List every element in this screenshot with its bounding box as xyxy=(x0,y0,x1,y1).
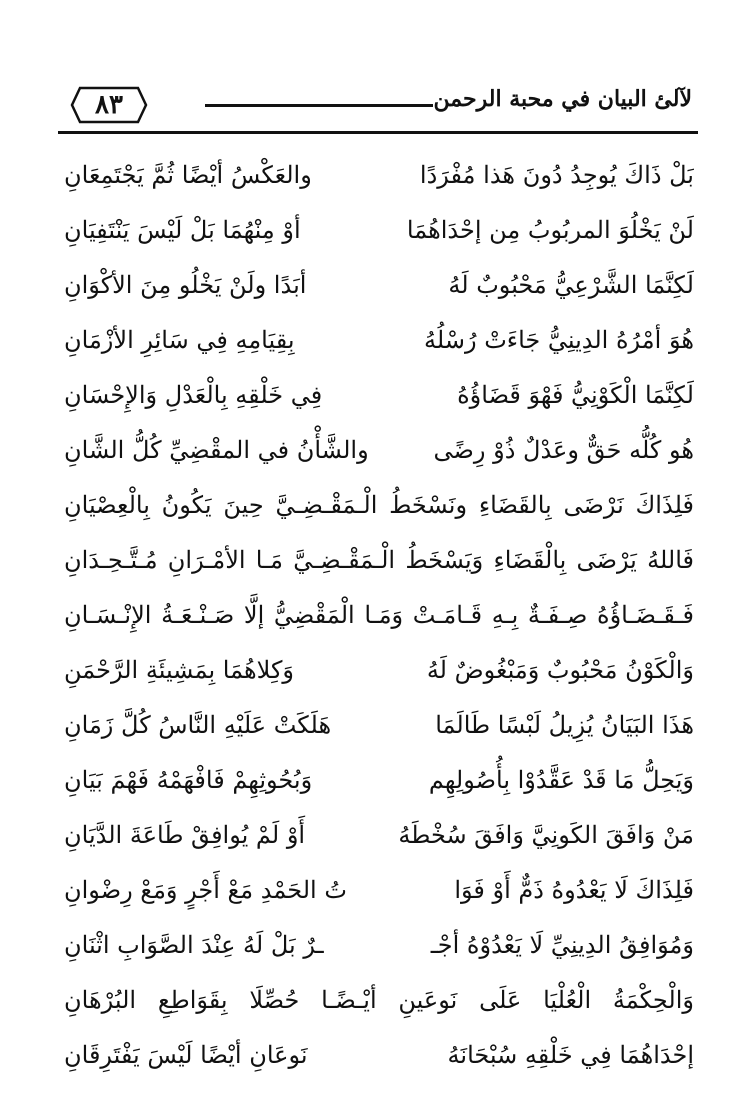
verse-second-hemistich: والشَّأْنُ في المقْضِيِّ كُلُّ الشَّانِ xyxy=(64,436,369,464)
verse-first-hemistich: لَكِنَّمَا الْكَوْنِيُّ فَهْوَ قَضَاؤُهُ xyxy=(457,381,694,409)
header-bottom-rule xyxy=(58,131,698,134)
verse-first-hemistich: لَكِنَّمَا الشَّرْعِيُّ مَحْبُوبٌ لَهُ xyxy=(448,271,694,299)
verse xyxy=(64,1030,694,1080)
verse xyxy=(64,700,694,750)
verse-second-hemistich: ـرٌ بَلْ لَهُ عِنْدَ الصَّوَابِ اثْنَانِ xyxy=(64,931,324,959)
verse xyxy=(64,315,694,365)
verse xyxy=(64,370,694,420)
verse-second-hemistich: والعَكْسُ أيْضًا ثُمَّ يَجْتَمِعَانِ xyxy=(64,161,312,189)
verse-first-hemistich: بَلْ ذَاكَ يُوجِدُ دُونَ هَذا مُفْرَدًا xyxy=(419,161,694,189)
verse-second-hemistich: فِي خَلْقِهِ بِالْعَدْلِ وَالإِحْسَانِ xyxy=(64,381,323,409)
page-header xyxy=(0,68,751,138)
verse-second-hemistich: أَوْ لَمْ يُوافِقْ طَاعَةَ الدَّيَانِ xyxy=(64,821,306,849)
verse xyxy=(64,975,694,1025)
verse-first-hemistich: لَنْ يَخْلُوَ المربُوبُ مِن إحْدَاهُمَا xyxy=(406,216,694,244)
verse-first-hemistich: مَنْ وَافَقَ الكَونِيَّ وَافَقَ سُخْطَهُ xyxy=(398,821,694,849)
verse xyxy=(64,645,694,695)
verse xyxy=(64,535,694,585)
verse-full-line: وَالْحِكْمَةُ الْعُلْيَا عَلَى نَوعَينِ أيْـضًـا حُصِّلَا بِقَوَاطِعِ البُرْهَانِ xyxy=(64,986,694,1014)
verse xyxy=(64,260,694,310)
verse-first-hemistich: هُو كُلُّه حَقٌّ وعَدْلٌ ذُوْ رِضًى xyxy=(433,436,694,464)
verse-second-hemistich: بِقِيَامِهِ فِي سَائِرِ الأزْمَانِ xyxy=(64,326,295,354)
verse-first-hemistich: هَذَا البَيَانُ يُزِيلُ لَبْسًا طَالَمَا xyxy=(435,711,694,739)
verse-first-hemistich: إحْدَاهُمَا فِي خَلْقِهِ سُبْحَانَهُ xyxy=(447,1041,694,1069)
verse xyxy=(64,810,694,860)
verse-second-hemistich: نَوعَانِ أيْضًا لَيْسَ يَفْتَرِقَانِ xyxy=(64,1041,308,1069)
verse xyxy=(64,425,694,475)
verse-second-hemistich: وَكِلاهُمَا بِمَشِيئَةِ الرَّحْمَنِ xyxy=(64,656,294,684)
verse-second-hemistich: أبَدًا ولَنْ يَخْلُو مِنَ الأكْوَانِ xyxy=(64,271,307,299)
verse xyxy=(64,865,694,915)
verse-second-hemistich: هَلَكَتْ عَلَيْهِ النَّاسُ كُلَّ زَمَانِ xyxy=(64,711,332,739)
running-title: لآلئ البيان في محبة الرحمن xyxy=(433,86,692,112)
verse-second-hemistich: تُ الحَمْدِ مَعْ أَجْرٍ وَمَعْ رِضْوانِ xyxy=(64,876,347,904)
verse-first-hemistich: وَالْكَوْنُ مَحْبُوبٌ وَمَبْغُوضٌ لَهُ xyxy=(426,656,694,684)
verse-first-hemistich: فَلِذَاكَ لَا يَعْدُوهُ ذَمٌّ أَوْ فَوَا xyxy=(454,876,694,904)
verse-second-hemistich: أوْ مِنْهُمَا بَلْ لَيْسَ يَنْتَفِيَانِ xyxy=(64,216,301,244)
verse xyxy=(64,205,694,255)
verse-full-line: فَاللهُ يَرْضَى بِالْقَضَاءِ وَيَسْخَطُ الْـمَقْـضِـيَّ مَـا الأمْـرَانِ مُـتَّـحِـدَانِ xyxy=(64,546,694,574)
header-divider xyxy=(205,104,433,107)
verse xyxy=(64,150,694,200)
page-number-frame xyxy=(70,86,148,124)
verse-first-hemistich: هُوَ أمْرُهُ الدِينِيُّ جَاءَتْ رُسْلُهُ xyxy=(424,326,694,354)
verse xyxy=(64,480,694,530)
verse xyxy=(64,755,694,805)
verse-second-hemistich: وَبُحُوثِهِمْ فَافْهَمْهُ فَهْمَ بَيَانِ xyxy=(64,766,313,794)
verse xyxy=(64,920,694,970)
verse-full-line: فَلِذَاكَ نَرْضَى بِالقَضَاءِ ونَسْخَطُ الْـمَقْـضِـيَّ حِينَ يَكُونُ بِالْعِصْيَانِ xyxy=(64,491,694,519)
page-number: ٨٣ xyxy=(95,90,123,120)
verse-first-hemistich: وَمُوَافِقُ الدِينِيِّ لَا يَعْدُوْهُ أجْـ xyxy=(430,931,694,959)
verse-full-line: فَـقَـضَـاؤُهُ صِـفَـةٌ بِـهِ قَـامَـتْ وَمَـا الْمَقْضِيُّ إلَّا صَـنْـعَـةُ الإِنْـسَـانِ xyxy=(64,601,694,629)
verse-first-hemistich: وَيَحِلُّ مَا قَدْ عَقَّدُوْا بِأُصُولِهِم xyxy=(428,766,694,794)
verse xyxy=(64,590,694,640)
